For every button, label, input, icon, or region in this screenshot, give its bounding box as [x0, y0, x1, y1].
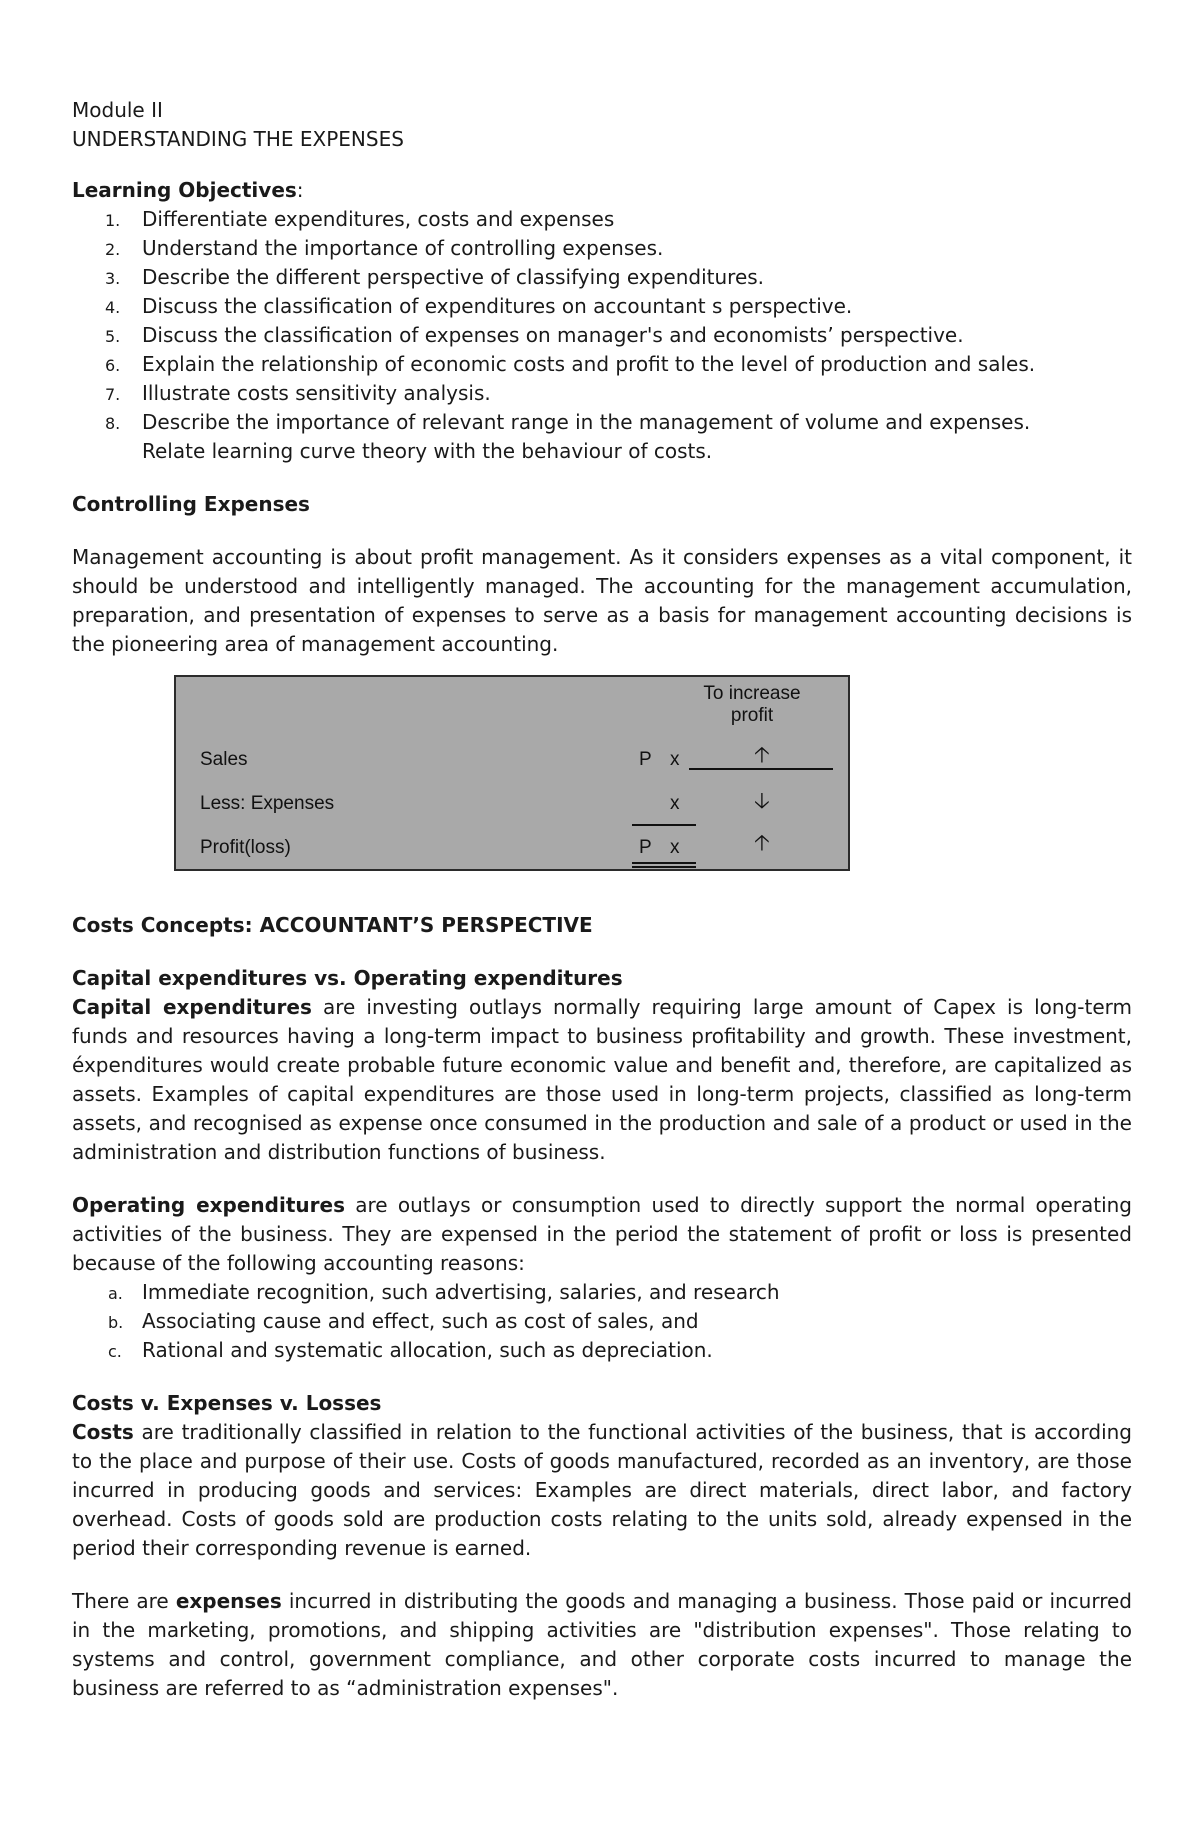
reason-letter: a.	[108, 1284, 123, 1303]
module-label: Module II	[72, 98, 163, 122]
objective-text: Describe the different perspective of classifying expenditures.	[142, 265, 765, 289]
objective-text: Discuss the classification of expenditures on accountant s perspective.	[142, 294, 853, 318]
objective-text: Differentiate expenditures, costs and expenses	[142, 207, 615, 231]
objective-item	[72, 350, 1132, 379]
expenses-paragraph	[72, 1587, 1132, 1703]
objective-number: 8.	[105, 414, 121, 433]
spacer	[72, 1365, 1132, 1389]
figure-rule	[632, 824, 696, 826]
figure-double-rule	[632, 866, 696, 868]
objective-item	[72, 263, 1132, 292]
objective-number: 5.	[105, 327, 121, 346]
controlling-paragraph: Management accounting is about profit management. As it considers expenses as a vital component, it should be understood and intelligently managed. The accounting for the management accumulation, preparation, and presentation of expenses to serve as a basis for management accounting decisions is the pioneering area of management accounting.	[72, 545, 1132, 656]
figure-expenses-label: Less: Expenses	[200, 793, 335, 814]
expenses-text: incurred in distributing the goods and managing a business. Those paid or incurred in the marketing, promotions, and shipping activities are "distribution expenses". Those relating to systems and control, government compliance, and other corporate costs incurred to manage the business are referred to as “administration expenses".	[72, 1589, 1132, 1700]
figure-header: To increase profit	[703, 683, 801, 726]
objective-number: 7.	[105, 385, 121, 404]
objective-item	[72, 379, 1132, 408]
costs-concepts-heading: Costs Concepts: ACCOUNTANT’S PERSPECTIVE	[72, 913, 593, 937]
spacer	[72, 519, 1132, 543]
figure-peso-sign: P	[639, 837, 652, 858]
capex-term: Capital expenditures	[72, 995, 312, 1019]
figure-double-rule	[632, 862, 696, 864]
capex-opex-subheading: Capital expenditures vs. Operating expenditures	[72, 966, 623, 990]
figure-profit-label: Profit(loss)	[200, 837, 291, 858]
figure-amount: x	[670, 837, 680, 858]
opex-text: are outlays or consumption used to directly support the normal operating activities of the business. They are expensed in the period the statement of profit or loss is presented because of the following accounting reasons:	[72, 1193, 1133, 1275]
figure-peso-sign: P	[639, 749, 652, 770]
reason-text: Immediate recognition, such advertising, salaries, and research	[142, 1280, 780, 1304]
objectives-list	[72, 205, 1132, 466]
cel-heading: Costs v. Expenses v. Losses	[72, 1391, 382, 1415]
objective-item	[72, 321, 1132, 350]
costs-paragraph	[72, 1418, 1132, 1563]
spacer	[72, 466, 1132, 490]
objective-number: 3.	[105, 269, 121, 288]
capex-text: are investing outlays normally requiring large amount of Capex is long-term funds and resources having a long-term impact to business profitability and growth. These investment, éxpenditures would create probable future economic value and benefit and, therefore, are capitalized as assets. Examples of capital expenditures are those used in long-term projects, classified as long-term assets, and recognised as expense once consumed in the production and sale of a product or used in the administration and distribution functions of business.	[72, 995, 1132, 1164]
costs-term: Costs	[72, 1420, 134, 1444]
objective-text: Illustrate costs sensitivity analysis.	[142, 381, 491, 405]
controlling-heading: Controlling Expenses	[72, 492, 310, 516]
opex-paragraph	[72, 1191, 1132, 1278]
objective-item	[72, 408, 1132, 437]
page-title: UNDERSTANDING THE EXPENSES	[72, 127, 404, 151]
objectives-heading	[72, 176, 1132, 205]
document-page	[72, 96, 1132, 1703]
objective-text: Discuss the classification of expenses on manager's and economists’ perspective.	[142, 323, 964, 347]
costs-text: are traditionally classified in relation to the functional activities of the business, that is according to the place and purpose of their use. Costs of goods manufactured, recorded as an inventory, are those incurred in producing goods and services: Examples are direct materials, direct labor, and factory overhead. Costs of goods sold are production costs relating to the units sold, already expensed in the period their corresponding revenue is earned.	[72, 1420, 1132, 1560]
objective-text: Describe the importance of relevant range in the management of volume and expenses.	[142, 410, 1031, 434]
down-arrow-icon: 🡣	[754, 789, 770, 814]
expenses-pre: There are	[72, 1589, 176, 1613]
reason-text: Associating cause and effect, such as cost of sales, and	[142, 1309, 699, 1333]
reason-item	[72, 1307, 1132, 1336]
objective-item	[72, 205, 1132, 234]
objective-number: 4.	[105, 298, 121, 317]
objective-number: 2.	[105, 240, 121, 259]
up-arrow-icon: 🡡	[754, 831, 770, 856]
reason-text: Rational and systematic allocation, such as depreciation.	[142, 1338, 713, 1362]
profit-figure-wrapper	[72, 675, 1132, 877]
objective-text: Explain the relationship of economic costs and profit to the level of production and sales.	[142, 352, 1036, 376]
figure-amount: x	[670, 793, 680, 814]
reasons-list	[72, 1278, 1132, 1365]
profit-figure	[174, 675, 850, 871]
objective-item	[72, 292, 1132, 321]
figure-rule	[689, 768, 833, 770]
spacer	[72, 940, 1132, 964]
objectives-heading-text: Learning Objectives	[72, 178, 297, 202]
reason-item	[72, 1336, 1132, 1365]
figure-sales-label: Sales	[200, 749, 248, 770]
reason-letter: c.	[108, 1342, 122, 1361]
figure-amount: x	[670, 749, 680, 770]
objective-item-extra	[72, 437, 1132, 466]
reason-letter: b.	[108, 1313, 124, 1332]
objective-number: 1.	[105, 211, 121, 230]
up-arrow-icon: 🡡	[754, 743, 770, 768]
spacer	[72, 154, 1132, 176]
objectives-colon: :	[296, 178, 304, 202]
opex-term: Operating expenditures	[72, 1193, 345, 1217]
capex-paragraph	[72, 993, 1132, 1167]
expenses-term: expenses	[175, 1589, 282, 1613]
spacer	[72, 1563, 1132, 1587]
spacer	[72, 1167, 1132, 1191]
objective-text: Relate learning curve theory with the behaviour of costs.	[142, 439, 713, 463]
reason-item	[72, 1278, 1132, 1307]
objective-text: Understand the importance of controlling expenses.	[142, 236, 664, 260]
objective-number: 6.	[105, 356, 121, 375]
objective-item	[72, 234, 1132, 263]
